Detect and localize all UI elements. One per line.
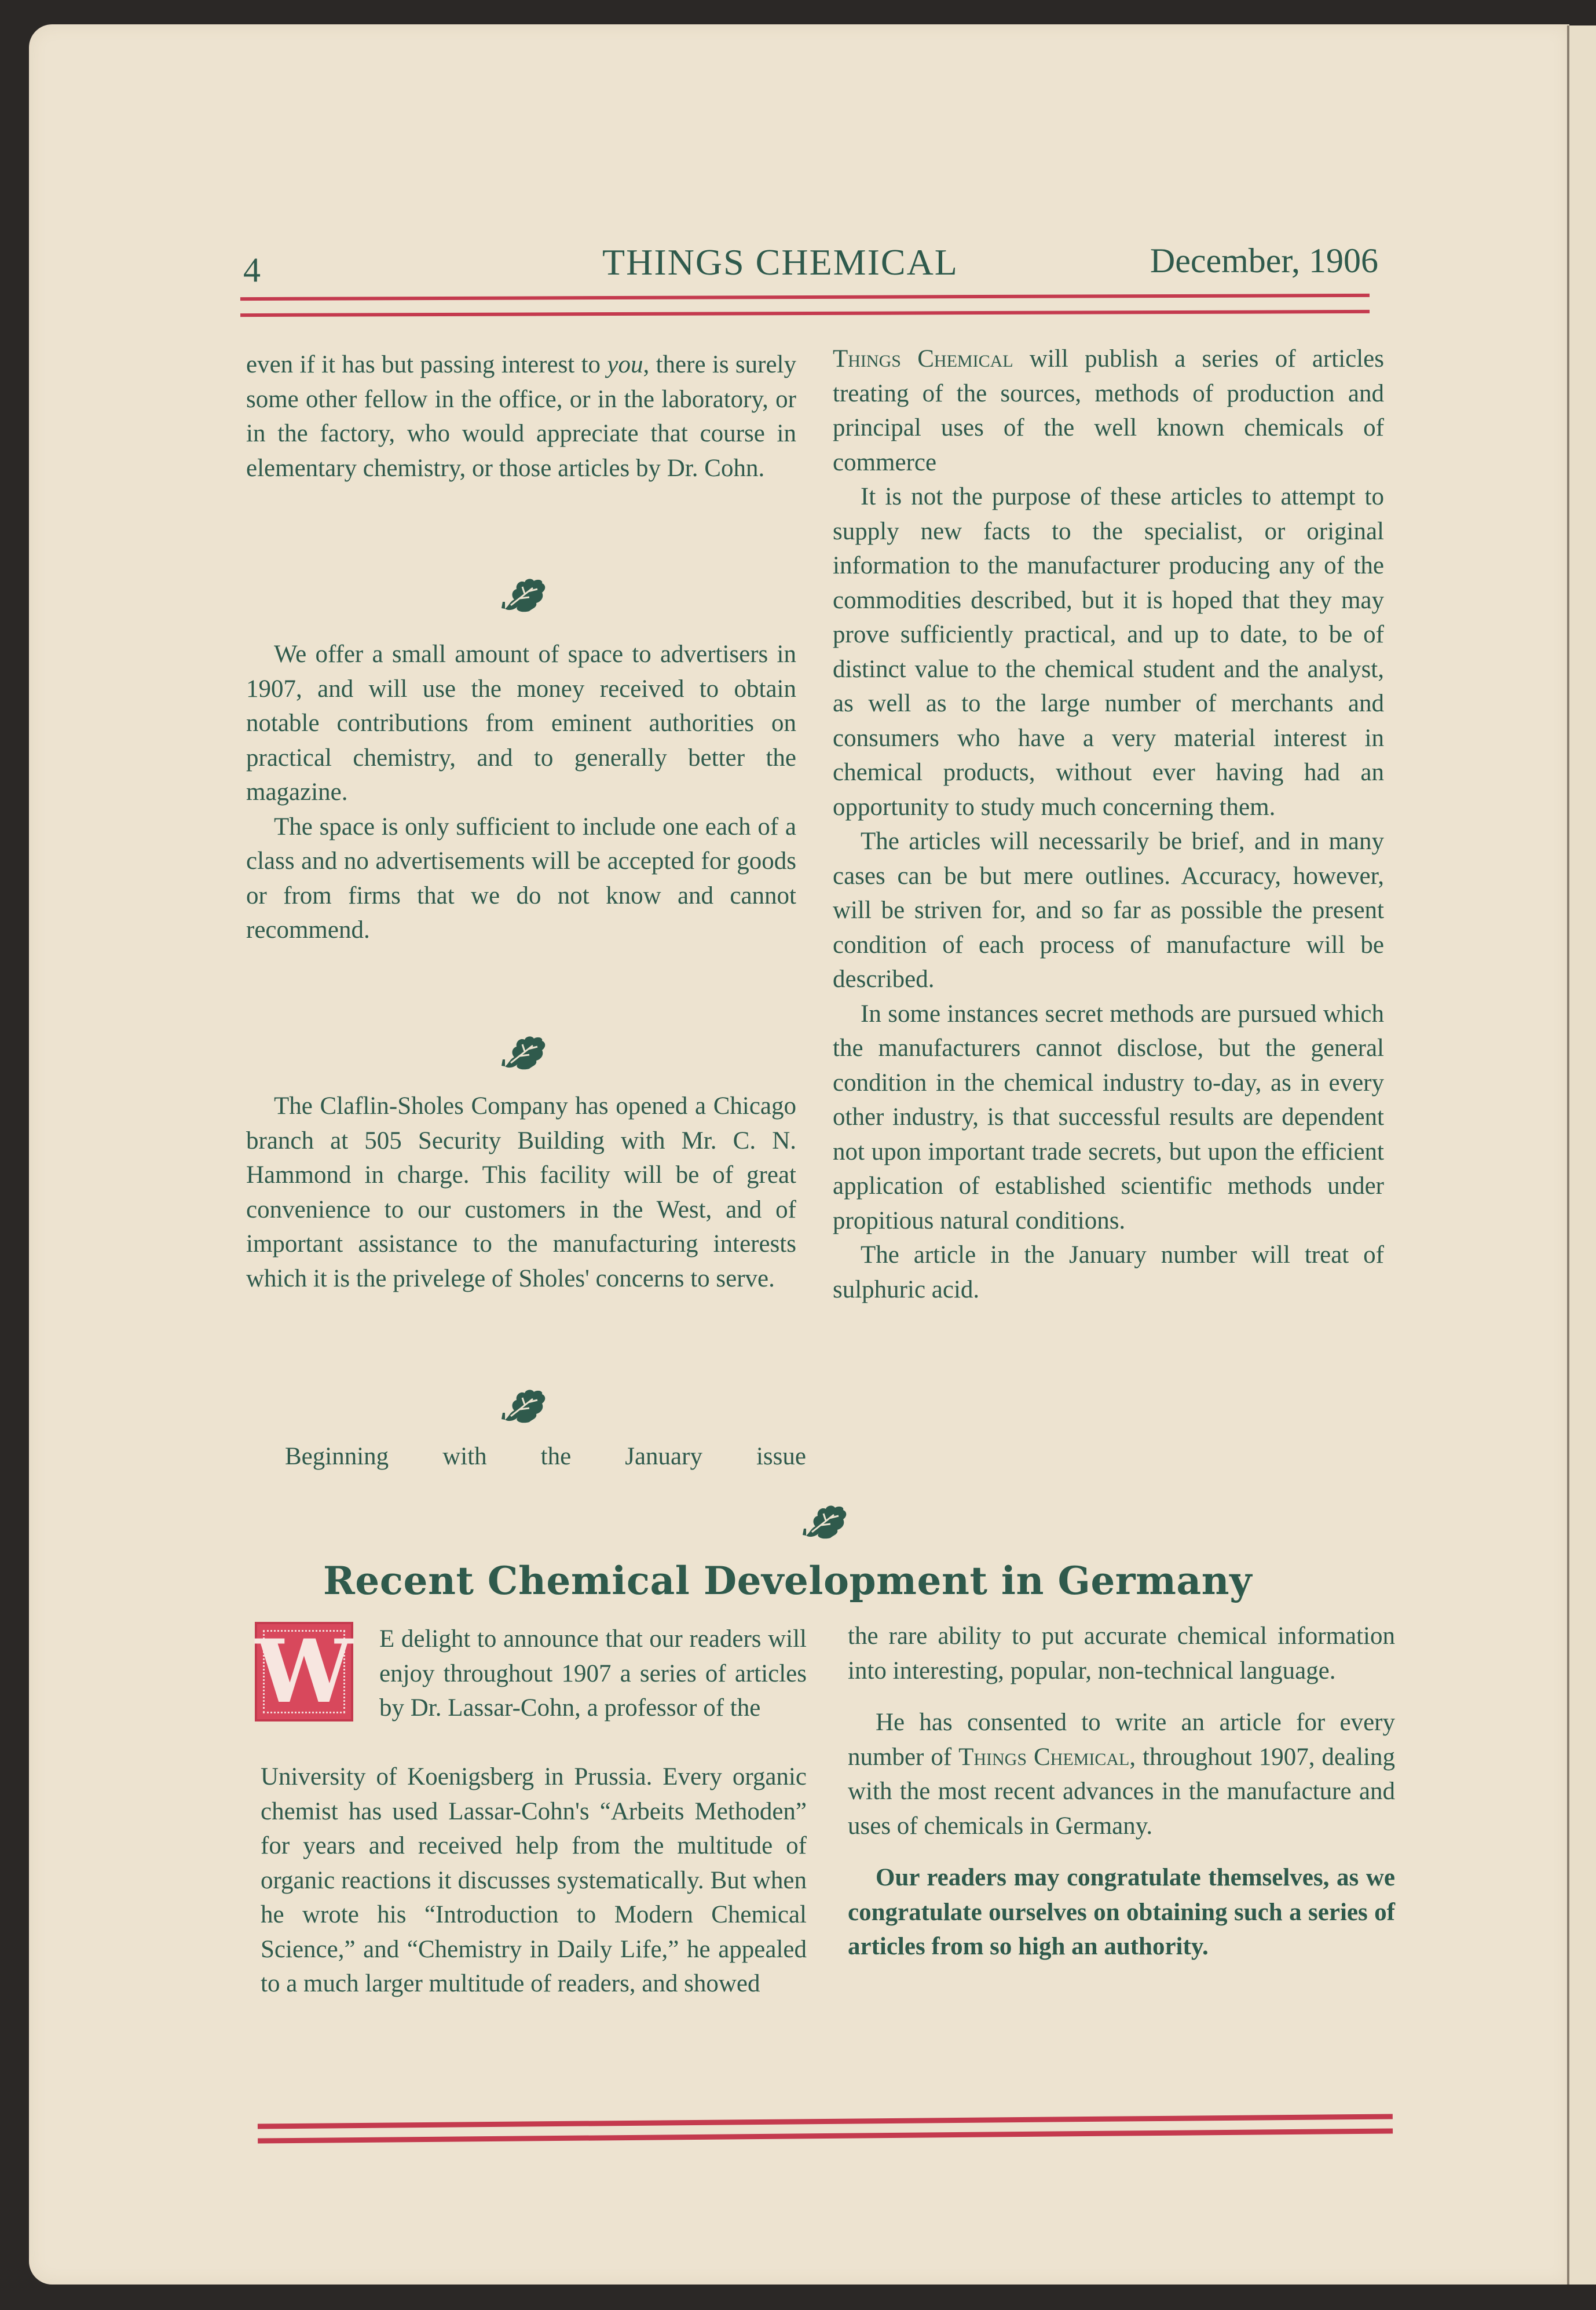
leaf-ornament-icon — [497, 1034, 549, 1074]
emphasis-you: you — [607, 351, 643, 378]
right-para-3: The articles will necessarily be brief, and in many cases can be but mere outlines. Accuracy, however, will be striven for, and so far as possible the present condition of each process of manufacture will be described. — [833, 828, 1384, 993]
left-column — [246, 348, 796, 485]
left-para-4: The Claflin-Sholes Company has opened a Chicago branch at 505 Security Building with Mr. C. N. Hammond in charge. This facility will be of great convenience to our customers in the West, and of important assistance to the manufacturing interests which it is the privelege of Sholes' concerns to serve. — [246, 1092, 796, 1292]
left-column-beginning — [285, 1439, 806, 1474]
article-left-para-1-rest: University of Koenigsberg in Prussia. Every organic chemist has used Lassar-Cohn's “Arbeits Methoden” for years and received help from the multitude of organic reactions it discusses systematically. But when he wrote his “Introduction to Modern Chemical Science,” and “Chemistry in Daily Life,” he appealed to a much larger multitude of readers, and showed — [261, 1763, 807, 1997]
running-header — [243, 239, 1378, 289]
left-para-1: even if it has but passing interest to you, there is surely some other fellow in the office, or in the laboratory, or in the factory, who would appreciate that course in elementary chemistry, or those articles by Dr. Cohn. — [246, 351, 797, 482]
article-right-para-2: He has consented to write an article for every number of Things Chemical, throughout 1907, dealing with the most recent advances in the manufacture and uses of chemicals in Germany. — [848, 1709, 1395, 1840]
article-left-intro — [379, 1622, 807, 1726]
article-title: Recent Chemical Development in Germany — [323, 1558, 1253, 1603]
leaf-ornament-icon — [798, 1503, 850, 1544]
right-para-4: In some instances secret methods are pursued which the manufacturers cannot disclose, but the general condition in the chemical industry to-day, as in every other industry, is that successful results are dependent not upon important trade secrets, but upon the efficient application of established scientific methods under propitious natural conditions. — [833, 1000, 1384, 1234]
article-left-para-1-start: E delight to announce that our readers will enjoy throughout 1907 a series of articles by Dr. Lassar-Cohn, a professor of the — [379, 1625, 807, 1721]
facing-page-edge — [1569, 25, 1596, 2285]
drop-cap-letter: W — [255, 1621, 353, 1723]
right-para-5: The article in the January number will treat of sulphuric acid. — [833, 1241, 1384, 1303]
drop-cap-ornament — [255, 1622, 353, 1721]
magazine-name-smallcaps: Things Chemical — [833, 345, 1013, 372]
left-para-2: We offer a small amount of space to advertisers in 1907, and will use the money received to obtain notable contributions from eminent authorities on practical chemistry, and to generally better the magazine. — [246, 641, 796, 806]
article-right-para-3: Our readers may congratulate themselves, as we congratulate ourselves on obtaining such a series of articles from so high an authority. — [848, 1864, 1395, 1960]
drop-cap-border — [255, 1621, 353, 1723]
left-para-3: The space is only sufficient to include one each of a class and no advertisements will be accepted for goods or from firms that we do not know and cannot recommend. — [246, 813, 796, 944]
left-column-claflin — [246, 1089, 796, 1296]
leaf-ornament-icon — [497, 1387, 549, 1428]
left-column-ads — [246, 637, 796, 948]
left-para-5: Beginning with the January issue — [285, 1443, 806, 1470]
header-double-rule — [240, 294, 1370, 317]
issue-date: December, 1906 — [1150, 242, 1378, 280]
right-column — [833, 342, 1384, 1307]
article-left-column — [261, 1760, 807, 2001]
article-right-column — [848, 1619, 1395, 1964]
right-para-1: Things Chemical will publish a series of articles treating of the sources, methods of production and principal uses of the well known chemicals of commerce — [833, 345, 1384, 476]
right-para-2: It is not the purpose of these articles to attempt to supply new facts to the specialist, or original information to the manufacturer producing any of the commodities described, but it is hoped that they may prove sufficiently practical, and up to date, to be of distinct value to the chemical student and the analyst, as well as to the large number of merchants and consumers who have a very material interest in chemical products, without ever having had an opportunity to study much concerning them. — [833, 483, 1384, 821]
page-number: 4 — [243, 251, 261, 289]
magazine-title: THINGS CHEMICAL — [602, 242, 958, 283]
leaf-ornament-icon — [497, 576, 549, 617]
article-right-para-1: the rare ability to put accurate chemical information into interesting, popular, non-technical language. — [848, 1622, 1395, 1684]
magazine-name-smallcaps: Things Chemical — [958, 1743, 1130, 1771]
